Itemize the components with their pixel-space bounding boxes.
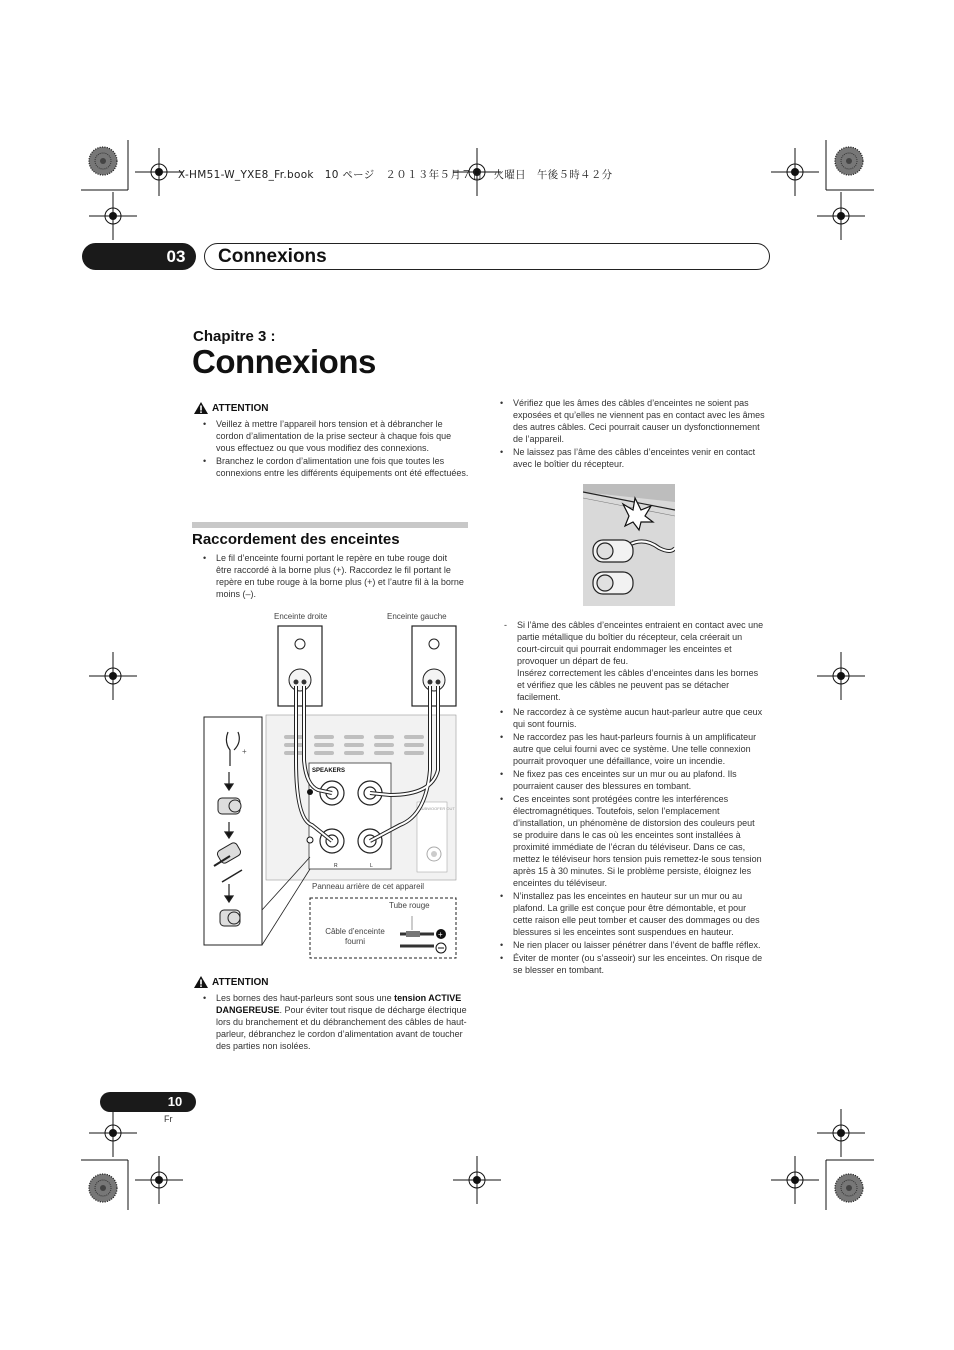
- l-label: L: [370, 863, 373, 869]
- attention-list-2: [203, 992, 469, 1053]
- right-list-bottom: [500, 706, 766, 977]
- list-item: • Le fil d’enceinte fourni portant le repère en tube rouge doit être raccordé à la borne plus (+). Raccordez le fil portant le repère en tube rouge à la borne plus (+) et l’autre fil à la borne moins (–).: [203, 552, 465, 600]
- list-item: • Ne rien placer ou laisser pénétrer dans l’évent de baffle réflex.: [500, 939, 766, 951]
- list-item: [504, 619, 766, 703]
- short-circuit-illustration: [583, 484, 675, 606]
- list-item: [203, 992, 469, 1052]
- attention-text-after: . Pour éviter tout risque de décharge électrique lors du branchement et du débranchement des câbles de haut-parleur, débranchez le cordon d’alimentation avant de toucher des parties non isolées.: [216, 1005, 467, 1051]
- cable-label-line-2: fourni: [344, 937, 365, 946]
- right-speaker-icon: [278, 626, 322, 706]
- chapter-label: Chapitre 3 :: [193, 328, 276, 345]
- section-list: [203, 552, 465, 601]
- list-item: • Éviter de monter (ou s’asseoir) sur les enceintes. On risque de se blesser en tombant.: [500, 952, 766, 976]
- rear-panel-label: Panneau arrière de cet appareil: [312, 882, 425, 891]
- list-item: • Ces enceintes sont protégées contre les interférences électromagnétiques. Toutefois, selon l’emplacement d’installation, un phénomène de distorsion des couleurs peut se produire dans le cas où les enceintes sont installées à proximité immédiate de l’écran du téléviseur. Dans ce cas, mettez le téléviseur hors tension puis remettez-le sous tension après 15 à 30 minutes. Si le problème persiste, éloignez les enceintes du téléviseur.: [500, 793, 766, 889]
- section-title: Raccordement des enceintes: [192, 531, 400, 548]
- page-language: Fr: [164, 1114, 173, 1124]
- list-item: • Ne laissez pas l’âme des câbles d’enceintes venir en contact avec le boîtier du récepteur.: [500, 446, 766, 470]
- list-item: • Ne raccordez à ce système aucun haut-parleur autre que ceux qui sont fournis.: [500, 706, 766, 730]
- wiring-diagram-svg: [200, 620, 470, 970]
- cable-label-line-1: Câble d’enceinte: [325, 927, 385, 936]
- attention-heading-1: [194, 402, 268, 414]
- print-header-file-info: X-HM51-W_YXE8_Fr.book 10 ページ ２０１３年５月７日 火曜日 午後５時４２分: [178, 169, 613, 181]
- r-label: R: [334, 863, 338, 869]
- right-list-dash: [504, 619, 766, 704]
- red-tube-label: Tube rouge: [389, 901, 430, 910]
- left-speaker-icon: [412, 626, 456, 706]
- attention-text-before: Les bornes des haut-parleurs sont sous une: [216, 993, 395, 1003]
- attention-heading-2: [194, 976, 268, 988]
- sunburst-mark-bl: [89, 1174, 117, 1202]
- page-number: 10: [167, 1094, 183, 1109]
- section-divider: [192, 522, 468, 528]
- dash-item-text-2: Insérez correctement les câbles d’enceintes dans les bornes et vérifiez que les câbles ne peuvent pas se détacher facilement.: [517, 668, 759, 702]
- list-item: • N’installez pas les enceintes en hauteur sur un mur ou au plafond. La grille est conçue pour être démontable, et pour cette raison elle peut tomber et causer des dommages ou des blessures si les enceintes sont suspendues en hauteur.: [500, 890, 766, 938]
- short-circuit-svg: [583, 484, 675, 606]
- attention-label: ATTENTION: [212, 976, 269, 988]
- dash-item-text: Si l’âme des câbles d’enceintes entraient en contact avec une partie métallique du boîtier du récepteur, cela créerait un court-circuit qui pourrait endommager les enceintes et provoquer un départ de feu.: [517, 620, 764, 666]
- svg-text:+: +: [438, 930, 443, 939]
- attention-label: ATTENTION: [212, 402, 269, 414]
- attention-list-1: [203, 418, 469, 480]
- speakers-label: SPEAKERS: [312, 768, 346, 774]
- page-title: Connexions: [192, 343, 376, 380]
- chapter-number: 03: [166, 247, 186, 266]
- list-item: • Branchez le cordon d’alimentation une fois que toutes les connexions entre les différents équipements ont été effectuées.: [203, 455, 469, 479]
- chapter-bar-title: Connexions: [218, 246, 327, 267]
- warning-triangle-icon: [194, 976, 208, 988]
- attention-text-bold: tension ACTIVE DANGEREUSE: [216, 993, 462, 1015]
- subwoofer-label: SUBWOOFER OUT: [419, 806, 455, 811]
- list-item: • Ne raccordez pas les haut-parleurs fournis à un amplificateur autre que celui fourni avec ce système. Une telle connexion pourrait provoquer une défaillance, voire un incendie.: [500, 731, 766, 767]
- list-item: • Ne fixez pas ces enceintes sur un mur ou au plafond. Ils pourraient causer des blessures en tombant.: [500, 768, 766, 792]
- sunburst-mark-br: [835, 1174, 863, 1202]
- sunburst-mark-tr: [835, 147, 863, 175]
- speaker-left-label: Enceinte gauche: [387, 612, 447, 621]
- list-item: • Veillez à mettre l’appareil hors tension et à débrancher le cordon d’alimentation de la prise secteur à chaque fois que vous effectuez ou que vous modifiez des connexions.: [203, 418, 469, 454]
- sunburst-mark-tl: [89, 147, 117, 175]
- plus-sign: +: [242, 747, 247, 756]
- list-item: • Vérifiez que les âmes des câbles d’enceintes ne soient pas exposées et qu’elles ne viennent pas en contact avec les âmes des autres câbles. Ceci pourrait causer un dysfonctionnement de l’appareil.: [500, 397, 766, 445]
- speaker-right-label: Enceinte droite: [274, 612, 328, 621]
- right-list-top: [500, 397, 766, 471]
- warning-triangle-icon: [194, 402, 208, 414]
- cable-label: [320, 927, 390, 947]
